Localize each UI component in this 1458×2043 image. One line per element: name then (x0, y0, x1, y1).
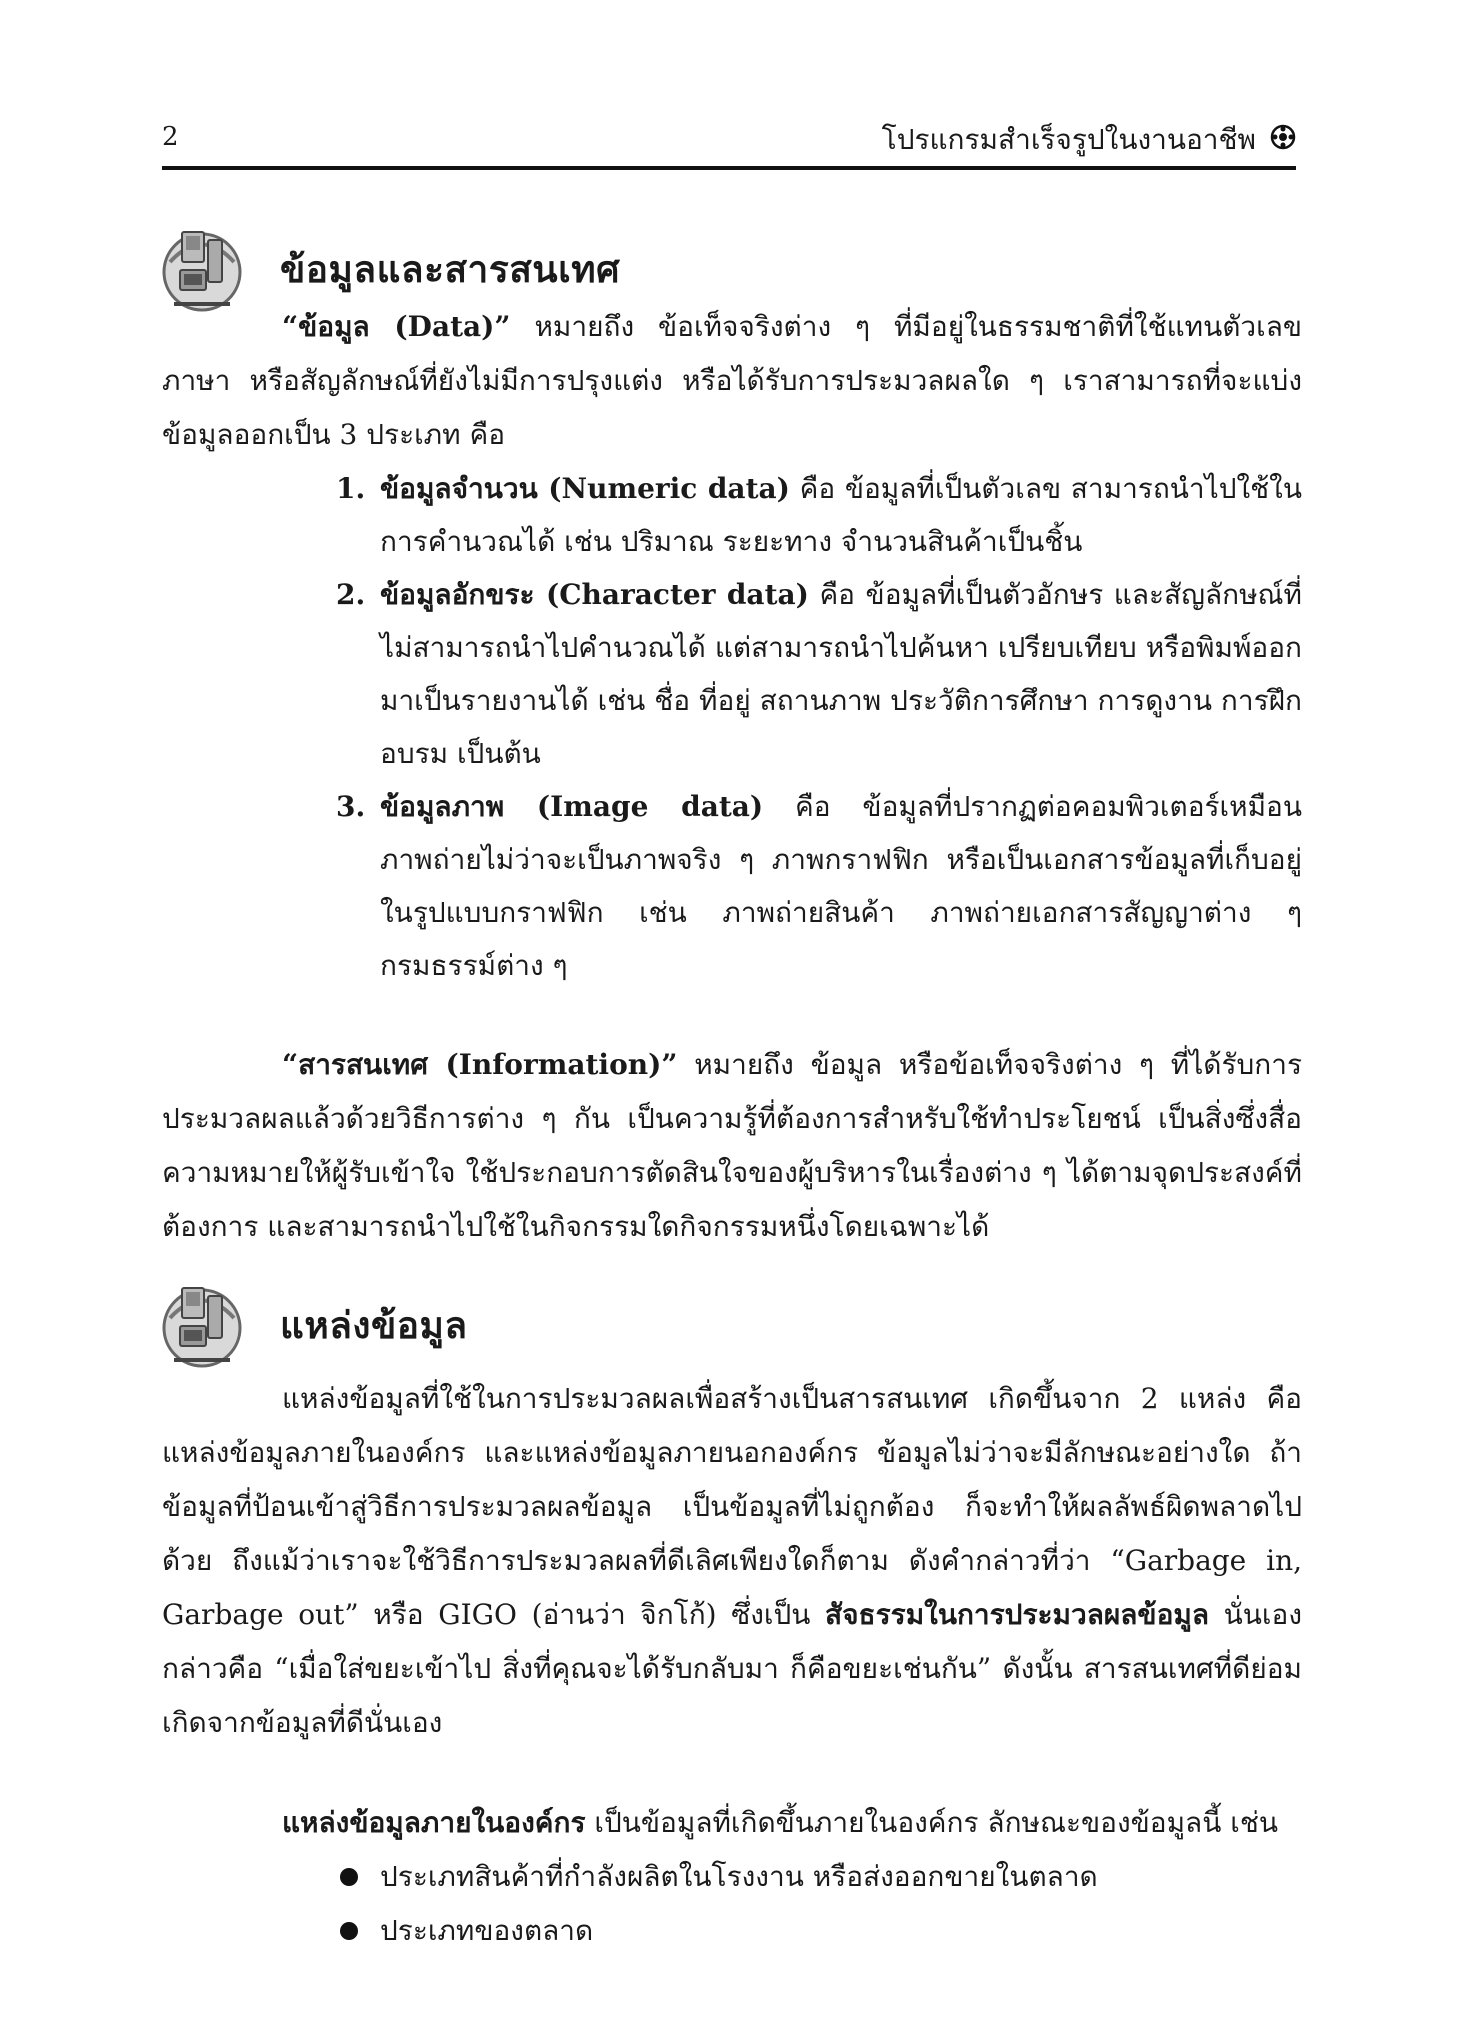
information-definition-text: หมายถึง ข้อมูล หรือข้อเท็จจริงต่าง ๆ ที่ได้รับการประมวลผลแล้วด้วยวิธีการต่าง ๆ กัน เป็นความรู้ที่ต้องการสำหรับใช้ทำประโยชน์ เป็นสิ่งซึ่งสื่อความหมายให้ผู้รับเข้าใจ ใช้ประกอบการตัดสินใจของผู้บริหารในเรื่องต่าง ๆ ได้ตามจุดประสงค์ที่ต้องการ และสามารถนำไปใช้ในกิจกรรมใดกิจกรรมหนึ่งโดยเฉพาะได้ (162, 1048, 1302, 1243)
bullet-icon (340, 1922, 358, 1940)
flower-ornament-icon (1270, 124, 1296, 150)
item-text: คือ ข้อมูลที่ปรากฏต่อคอมพิวเตอร์เหมือนภาพถ่ายไม่ว่าจะเป็นภาพจริง ๆ ภาพกราฟฟิก หรือเป็นเอกสารข้อมูลที่เก็บอยู่ในรูปแบบกราฟฟิก เช่น ภาพถ่ายสินค้า ภาพถ่ายเอกสารสัญญาต่าง ๆ กรมธรรม์ต่าง ๆ (380, 790, 1302, 982)
data-definition-text: หมายถึง ข้อเท็จจริงต่าง ๆ ที่มีอยู่ในธรรมชาติที่ใช้แทนตัวเลข ภาษา หรือสัญลักษณ์ที่ยังไม่มีการปรุงแต่ง หรือได้รับการประมวลผลใด ๆ เราสามารถที่จะแบ่งข้อมูลออกเป็น 3 ประเภท คือ (162, 310, 1303, 451)
internal-sources-text: เป็นข้อมูลที่เกิดขึ้นภายในองค์กร ลักษณะของข้อมูลนี้ เช่น (585, 1806, 1278, 1839)
data-types-list (336, 462, 1302, 992)
information-term: “สารสนเทศ (Information)” (282, 1048, 678, 1081)
list-item (336, 780, 1302, 992)
list-item (336, 462, 1302, 568)
running-title: โปรแกรมสำเร็จรูปในงานอาชีพ (881, 123, 1256, 156)
item-text: คือ ข้อมูลที่เป็นตัวเลข สามารถนำไปใช้ในการคำนวณได้ เช่น ปริมาณ ระยะทาง จำนวนสินค้าเป็นชิ้น (380, 472, 1302, 558)
header-rule (162, 166, 1296, 170)
page-number: 2 (162, 122, 179, 152)
internal-sources-list (340, 1850, 1300, 1958)
item-title: ข้อมูลจำนวน (Numeric data) (380, 472, 790, 505)
bullet-text: ประเภทสินค้าที่กำลังผลิตในโรงงาน หรือส่งออกขายในตลาด (380, 1860, 1098, 1893)
internal-sources-term: แหล่งข้อมูลภายในองค์กร (282, 1806, 586, 1839)
sources-text-1: แหล่งข้อมูลที่ใช้ในการประมวลผลเพื่อสร้างเป็นสารสนเทศ เกิดขึ้นจาก 2 แหล่ง คือ แหล่งข้อมูลภายในองค์กร และแหล่งข้อมูลภายนอกองค์กร ข้อมูลไม่ว่าจะมีลักษณะอย่างใด ถ้าข้อมูลที่ป้อนเข้าสู่วิธีการประมวลผลข้อมูล เป็นข้อมูลที่ไม่ถูกต้อง ก็จะทำให้ผลลัพธ์ผิดพลาดไปด้วย ถึงแม้ว่าเราจะใช้วิธีการประมวลผลที่ดีเลิศเพียงใดก็ตาม ดังคำกล่าวที่ว่า “Garbage in, Garbage out” หรือ GIGO (อ่านว่า จิกโก้) ซึ่งเป็น (162, 1382, 1302, 1631)
section-title: ข้อมูลและสารสนเทศ (280, 247, 621, 291)
sources-bold-phrase: สัจธรรมในการประมวลผลข้อมูล (825, 1598, 1210, 1631)
item-number: 1. (336, 472, 366, 505)
section-title: แหล่งข้อมูล (280, 1303, 468, 1347)
bullet-icon (340, 1868, 358, 1886)
item-title: ข้อมูลอักขระ (Character data) (380, 578, 809, 611)
item-text: คือ ข้อมูลที่เป็นตัวอักษร และสัญลักษณ์ที่ไม่สามารถนำไปคำนวณได้ แต่สามารถนำไปค้นหา เปรียบเทียบ หรือพิมพ์ออกมาเป็นรายงานได้ เช่น ชื่อ ที่อยู่ สถานภาพ ประวัติการศึกษา การดูงาน การฝึกอบรม เป็นต้น (380, 578, 1302, 770)
list-item (340, 1850, 1300, 1904)
information-definition-paragraph (162, 1038, 1302, 1254)
item-number: 3. (336, 790, 366, 823)
bullet-text: ประเภทของตลาด (380, 1914, 594, 1947)
data-term: “ข้อมูล (Data)” (282, 310, 511, 343)
list-item (340, 1904, 1300, 1958)
page-header (162, 118, 1296, 168)
item-title: ข้อมูลภาพ (Image data) (380, 790, 764, 823)
internal-sources-paragraph (162, 1796, 1302, 1850)
item-number: 2. (336, 578, 366, 611)
data-definition-paragraph (162, 300, 1302, 462)
list-item (336, 568, 1302, 780)
computer-badge-icon (160, 1278, 244, 1374)
data-sources-paragraph (162, 1372, 1302, 1750)
sources-text-2: นั่นเอง กล่าวคือ “เมื่อใส่ขยะเข้าไป สิ่งที่คุณจะได้รับกลับมา ก็คือขยะเช่นกัน” ดังนั้น สารสนเทศที่ดีย่อมเกิดจากข้อมูลที่ดีนั่นเอง (162, 1598, 1302, 1739)
